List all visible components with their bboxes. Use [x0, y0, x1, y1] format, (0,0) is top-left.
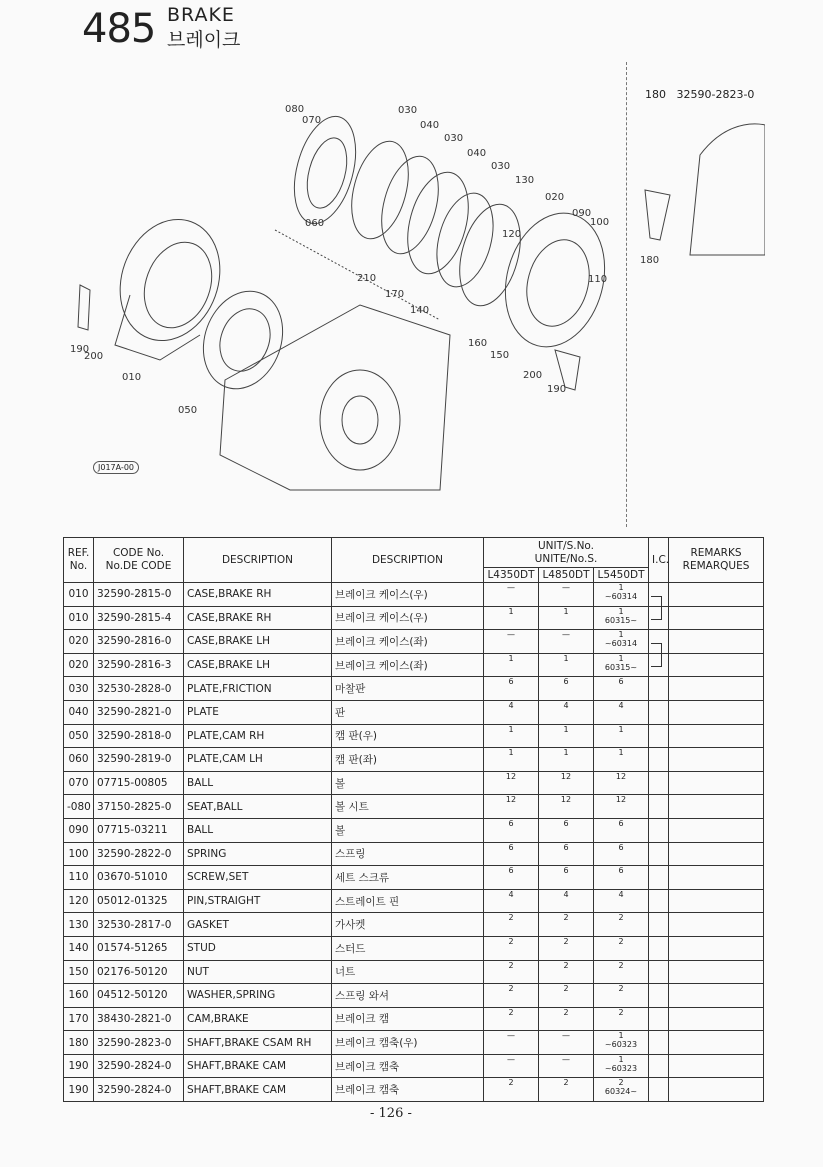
callout-label: 190 — [70, 344, 90, 355]
table-row — [64, 748, 764, 772]
cell-ref: 070 — [64, 771, 94, 795]
cell-desc-en: SEAT,BALL — [184, 795, 332, 819]
table-row — [64, 1031, 764, 1055]
cell-qty: 6 — [539, 818, 594, 842]
cell-desc-ko: 브레이크 캠축(우) — [332, 1031, 484, 1055]
cell-qty: 4 — [484, 889, 539, 913]
parts-table — [63, 537, 764, 1102]
callout-label: 070 — [302, 115, 322, 126]
cell-desc-en: GASKET — [184, 913, 332, 937]
cell-qty: 2 — [539, 984, 594, 1008]
cell-qty: 6 — [594, 866, 649, 890]
cell-qty: 6 — [484, 842, 539, 866]
cell-desc-en: STUD — [184, 936, 332, 960]
cell-ref: 110 — [64, 866, 94, 890]
cell-ic — [649, 630, 669, 654]
cell-ic — [649, 700, 669, 724]
cell-desc-en: PLATE,CAM LH — [184, 748, 332, 772]
cell-code: 38430-2821-0 — [94, 1007, 184, 1031]
cell-code: 32590-2818-0 — [94, 724, 184, 748]
table-row — [64, 818, 764, 842]
inset-code: 32590-2823-0 — [676, 88, 755, 101]
header-remarks: REMARKS REMARQUES — [669, 538, 764, 583]
callout-label: 160 — [468, 338, 488, 349]
callout-label: 140 — [410, 305, 430, 316]
cell-desc-ko: 판 — [332, 700, 484, 724]
cell-ic — [649, 984, 669, 1008]
callout-label: 040 — [467, 148, 487, 159]
callout-label: 170 — [385, 289, 405, 300]
cell-ic — [649, 842, 669, 866]
cell-desc-en: SHAFT,BRAKE CSAM RH — [184, 1031, 332, 1055]
cell-ic — [649, 1078, 669, 1102]
header-desc-en: DESCRIPTION — [184, 538, 332, 583]
cell-desc-en: PLATE,CAM RH — [184, 724, 332, 748]
cell-ref: -080 — [64, 795, 94, 819]
cell-ic — [649, 960, 669, 984]
callout-label: 090 — [572, 208, 592, 219]
cell-desc-ko: 브레이크 캠 — [332, 1007, 484, 1031]
cell-ref: 100 — [64, 842, 94, 866]
cell-qty: 1 ~60314 — [594, 630, 649, 654]
cell-qty: 4 — [594, 889, 649, 913]
cell-desc-ko: 브레이크 케이스(좌) — [332, 653, 484, 677]
cell-qty: 1 — [539, 653, 594, 677]
cell-remarks — [669, 818, 764, 842]
callout-label: 200 — [523, 370, 543, 381]
cell-qty: 6 — [594, 677, 649, 701]
cell-desc-en: SPRING — [184, 842, 332, 866]
table-row — [64, 677, 764, 701]
cell-ic — [649, 724, 669, 748]
cell-desc-en: PLATE — [184, 700, 332, 724]
cell-qty: 1 60315~ — [594, 606, 649, 630]
cell-qty: 6 — [539, 677, 594, 701]
diagram-svg — [60, 95, 765, 495]
callout-label: 120 — [502, 229, 522, 240]
cell-remarks — [669, 1031, 764, 1055]
cell-qty: 6 — [539, 866, 594, 890]
cell-code: 07715-00805 — [94, 771, 184, 795]
callout-label: 150 — [490, 350, 510, 361]
cell-code: 32590-2815-0 — [94, 583, 184, 607]
cell-desc-en: CASE,BRAKE RH — [184, 583, 332, 607]
table-row — [64, 913, 764, 937]
table-row — [64, 866, 764, 890]
cell-qty: 2 — [484, 1078, 539, 1102]
callout-label: 190 — [547, 384, 567, 395]
cell-qty: 1 60315~ — [594, 653, 649, 677]
cell-desc-en: PLATE,FRICTION — [184, 677, 332, 701]
cell-remarks — [669, 1007, 764, 1031]
cell-ic — [649, 771, 669, 795]
cell-ref: 150 — [64, 960, 94, 984]
cell-remarks — [669, 1078, 764, 1102]
cell-remarks — [669, 677, 764, 701]
cell-ref: 120 — [64, 889, 94, 913]
cell-remarks — [669, 606, 764, 630]
cell-code: 32590-2824-0 — [94, 1078, 184, 1102]
cell-desc-en: SCREW,SET — [184, 866, 332, 890]
cell-qty: — — [484, 630, 539, 654]
cell-desc-ko: 너트 — [332, 960, 484, 984]
cell-desc-en: SHAFT,BRAKE CAM — [184, 1054, 332, 1078]
cell-qty: 4 — [539, 700, 594, 724]
cell-qty: 2 — [594, 936, 649, 960]
cell-ref: 040 — [64, 700, 94, 724]
cell-desc-en: PIN,STRAIGHT — [184, 889, 332, 913]
cell-desc-ko: 캠 판(좌) — [332, 748, 484, 772]
callout-label: 040 — [420, 120, 440, 131]
cell-desc-ko: 스프링 — [332, 842, 484, 866]
cell-desc-ko: 브레이크 케이스(우) — [332, 606, 484, 630]
cell-code: 01574-51265 — [94, 936, 184, 960]
header-desc-ko: DESCRIPTION — [332, 538, 484, 583]
cell-qty: 1 ~60323 — [594, 1031, 649, 1055]
cell-qty: 1 — [539, 724, 594, 748]
callout-label: 020 — [545, 192, 565, 203]
callout-label: 050 — [178, 405, 198, 416]
cell-desc-en: SHAFT,BRAKE CAM — [184, 1078, 332, 1102]
cell-qty: 1 — [539, 748, 594, 772]
cell-qty: 4 — [539, 889, 594, 913]
cell-qty: 12 — [484, 795, 539, 819]
cell-remarks — [669, 842, 764, 866]
cell-desc-en: CASE,BRAKE RH — [184, 606, 332, 630]
table-row — [64, 771, 764, 795]
cell-remarks — [669, 795, 764, 819]
cell-qty: 6 — [484, 677, 539, 701]
cell-ref: 090 — [64, 818, 94, 842]
header-code: CODE No. No.DE CODE — [94, 538, 184, 583]
cell-qty: 2 — [539, 936, 594, 960]
callout-label: 180 — [640, 255, 660, 266]
cell-code: 32530-2828-0 — [94, 677, 184, 701]
cell-code: 32590-2824-0 — [94, 1054, 184, 1078]
cell-qty: 12 — [594, 771, 649, 795]
cell-qty: 2 — [539, 960, 594, 984]
cell-remarks — [669, 771, 764, 795]
cell-ref: 020 — [64, 630, 94, 654]
table-row — [64, 960, 764, 984]
table-row — [64, 1054, 764, 1078]
cell-ref: 020 — [64, 653, 94, 677]
cell-remarks — [669, 724, 764, 748]
footer-page-number: - 126 - — [370, 1106, 412, 1121]
cell-desc-en: CASE,BRAKE LH — [184, 630, 332, 654]
cell-desc-ko: 브레이크 캠축 — [332, 1054, 484, 1078]
header-unit: UNIT/S.No. UNITE/No.S. — [484, 538, 649, 568]
cell-qty: — — [484, 1054, 539, 1078]
callout-label: 030 — [491, 161, 511, 172]
cell-ic — [649, 1054, 669, 1078]
cell-remarks — [669, 748, 764, 772]
cell-remarks — [669, 583, 764, 607]
cell-qty: 4 — [594, 700, 649, 724]
table-row — [64, 583, 764, 607]
cell-desc-ko: 스트레이트 핀 — [332, 889, 484, 913]
cell-qty: 1 ~60323 — [594, 1054, 649, 1078]
cell-qty: 2 — [484, 913, 539, 937]
cell-ic — [649, 1007, 669, 1031]
cell-qty: 2 — [594, 984, 649, 1008]
table-row — [64, 795, 764, 819]
cell-ic — [649, 795, 669, 819]
cell-qty: 6 — [594, 818, 649, 842]
callouts — [70, 104, 659, 416]
cell-ic — [649, 913, 669, 937]
cell-remarks — [669, 984, 764, 1008]
cell-remarks — [669, 866, 764, 890]
cell-qty: 2 — [539, 913, 594, 937]
cell-ref: 130 — [64, 913, 94, 937]
cell-remarks — [669, 913, 764, 937]
callout-label: 010 — [122, 372, 142, 383]
cell-qty: 1 — [484, 606, 539, 630]
table-row — [64, 1007, 764, 1031]
cell-desc-ko: 볼 — [332, 771, 484, 795]
header-model: L5450DT — [594, 568, 649, 583]
cell-remarks — [669, 936, 764, 960]
inset-ref: 180 — [645, 88, 666, 101]
cell-ic — [649, 583, 669, 607]
cell-qty: 6 — [594, 842, 649, 866]
table-row — [64, 984, 764, 1008]
cell-code: 04512-50120 — [94, 984, 184, 1008]
cell-qty: 2 60324~ — [594, 1078, 649, 1102]
cell-qty: 2 — [484, 936, 539, 960]
table-row — [64, 936, 764, 960]
cell-desc-ko: 브레이크 케이스(좌) — [332, 630, 484, 654]
callout-label: 130 — [515, 175, 535, 186]
cell-qty: 12 — [594, 795, 649, 819]
header-ref: REF. No. — [64, 538, 94, 583]
cell-desc-en: WASHER,SPRING — [184, 984, 332, 1008]
table-row — [64, 889, 764, 913]
table-row — [64, 606, 764, 630]
cell-remarks — [669, 630, 764, 654]
cell-remarks — [669, 960, 764, 984]
cell-qty: 2 — [594, 1007, 649, 1031]
cell-qty: 1 — [594, 724, 649, 748]
cell-desc-en: BALL — [184, 818, 332, 842]
callout-label: 030 — [444, 133, 464, 144]
page-title-ko: 브레이크 — [167, 29, 241, 51]
cell-ic — [649, 677, 669, 701]
cell-ic — [649, 936, 669, 960]
cell-qty: 1 — [484, 653, 539, 677]
cell-ref: 030 — [64, 677, 94, 701]
cell-qty: 6 — [484, 818, 539, 842]
cell-code: 32530-2817-0 — [94, 913, 184, 937]
cell-desc-ko: 볼 — [332, 818, 484, 842]
cell-code: 32590-2816-0 — [94, 630, 184, 654]
cell-qty: — — [539, 1031, 594, 1055]
cell-code: 32590-2823-0 — [94, 1031, 184, 1055]
table-row — [64, 724, 764, 748]
cell-remarks — [669, 700, 764, 724]
cell-code: 03670-51010 — [94, 866, 184, 890]
table-row — [64, 700, 764, 724]
cell-code: 32590-2819-0 — [94, 748, 184, 772]
callout-label: 210 — [357, 273, 377, 284]
cell-qty: 1 — [484, 748, 539, 772]
cell-qty: — — [484, 1031, 539, 1055]
header-model: L4850DT — [539, 568, 594, 583]
cell-qty: — — [539, 630, 594, 654]
cell-desc-ko: 마찰판 — [332, 677, 484, 701]
cell-ic — [649, 653, 669, 677]
cell-qty: — — [539, 583, 594, 607]
diagram-stamp: J017A-00 — [93, 461, 139, 474]
cell-code: 32590-2815-4 — [94, 606, 184, 630]
cell-code: 05012-01325 — [94, 889, 184, 913]
cell-qty: 2 — [539, 1007, 594, 1031]
cell-desc-ko: 스터드 — [332, 936, 484, 960]
cell-ic — [649, 866, 669, 890]
cell-desc-ko: 볼 시트 — [332, 795, 484, 819]
cell-ic — [649, 1031, 669, 1055]
cell-desc-ko: 캠 판(우) — [332, 724, 484, 748]
cell-code: 07715-03211 — [94, 818, 184, 842]
cell-qty: 12 — [539, 795, 594, 819]
cell-ref: 180 — [64, 1031, 94, 1055]
cell-ref: 010 — [64, 583, 94, 607]
cell-ref: 050 — [64, 724, 94, 748]
cell-ic — [649, 606, 669, 630]
table-row — [64, 653, 764, 677]
cell-qty: 4 — [484, 700, 539, 724]
cell-ref: 010 — [64, 606, 94, 630]
cell-ref: 140 — [64, 936, 94, 960]
table-row — [64, 630, 764, 654]
cell-desc-ko: 세트 스크류 — [332, 866, 484, 890]
cell-desc-en: NUT — [184, 960, 332, 984]
cell-qty: 2 — [594, 960, 649, 984]
page-title-en: BRAKE — [167, 4, 235, 26]
cell-desc-ko: 가사켓 — [332, 913, 484, 937]
cell-qty: 12 — [539, 771, 594, 795]
cell-ic — [649, 748, 669, 772]
cell-remarks — [669, 653, 764, 677]
exploded-parts-diagram — [60, 95, 765, 495]
table-row — [64, 842, 764, 866]
cell-qty: 1 ~60314 — [594, 583, 649, 607]
cell-ref: 170 — [64, 1007, 94, 1031]
cell-ref: 060 — [64, 748, 94, 772]
callout-label: 200 — [84, 351, 104, 362]
callout-label: 080 — [285, 104, 305, 115]
cell-qty: 2 — [539, 1078, 594, 1102]
cell-ic — [649, 818, 669, 842]
cell-remarks — [669, 1054, 764, 1078]
cell-code: 02176-50120 — [94, 960, 184, 984]
cell-qty: 2 — [484, 1007, 539, 1031]
cell-qty: 1 — [484, 724, 539, 748]
cell-qty: 6 — [539, 842, 594, 866]
cell-qty: — — [484, 583, 539, 607]
cell-code: 32590-2816-3 — [94, 653, 184, 677]
callout-label: 030 — [398, 105, 418, 116]
page-number: 485 — [82, 6, 156, 52]
cell-code: 32590-2821-0 — [94, 700, 184, 724]
cell-qty: 2 — [484, 984, 539, 1008]
callout-label: 110 — [588, 274, 608, 285]
cell-qty: 1 — [594, 748, 649, 772]
header-model: L4350DT — [484, 568, 539, 583]
cell-ref: 190 — [64, 1054, 94, 1078]
cell-ref: 190 — [64, 1078, 94, 1102]
cell-qty: 1 — [539, 606, 594, 630]
cell-qty: 6 — [484, 866, 539, 890]
cell-ic — [649, 889, 669, 913]
callout-label: 100 — [590, 217, 610, 228]
table-row — [64, 1078, 764, 1102]
cell-desc-ko: 스프링 와셔 — [332, 984, 484, 1008]
cell-desc-en: CASE,BRAKE LH — [184, 653, 332, 677]
cell-qty: 2 — [484, 960, 539, 984]
cell-code: 37150-2825-0 — [94, 795, 184, 819]
cell-ref: 160 — [64, 984, 94, 1008]
cell-desc-en: BALL — [184, 771, 332, 795]
cell-qty: 2 — [594, 913, 649, 937]
callout-label: 060 — [305, 218, 325, 229]
cell-qty: 12 — [484, 771, 539, 795]
cell-remarks — [669, 889, 764, 913]
header-ic: I.C. — [649, 538, 669, 583]
cell-desc-ko: 브레이크 캠축 — [332, 1078, 484, 1102]
cell-qty: — — [539, 1054, 594, 1078]
cell-desc-ko: 브레이크 케이스(우) — [332, 583, 484, 607]
cell-desc-en: CAM,BRAKE — [184, 1007, 332, 1031]
cell-code: 32590-2822-0 — [94, 842, 184, 866]
